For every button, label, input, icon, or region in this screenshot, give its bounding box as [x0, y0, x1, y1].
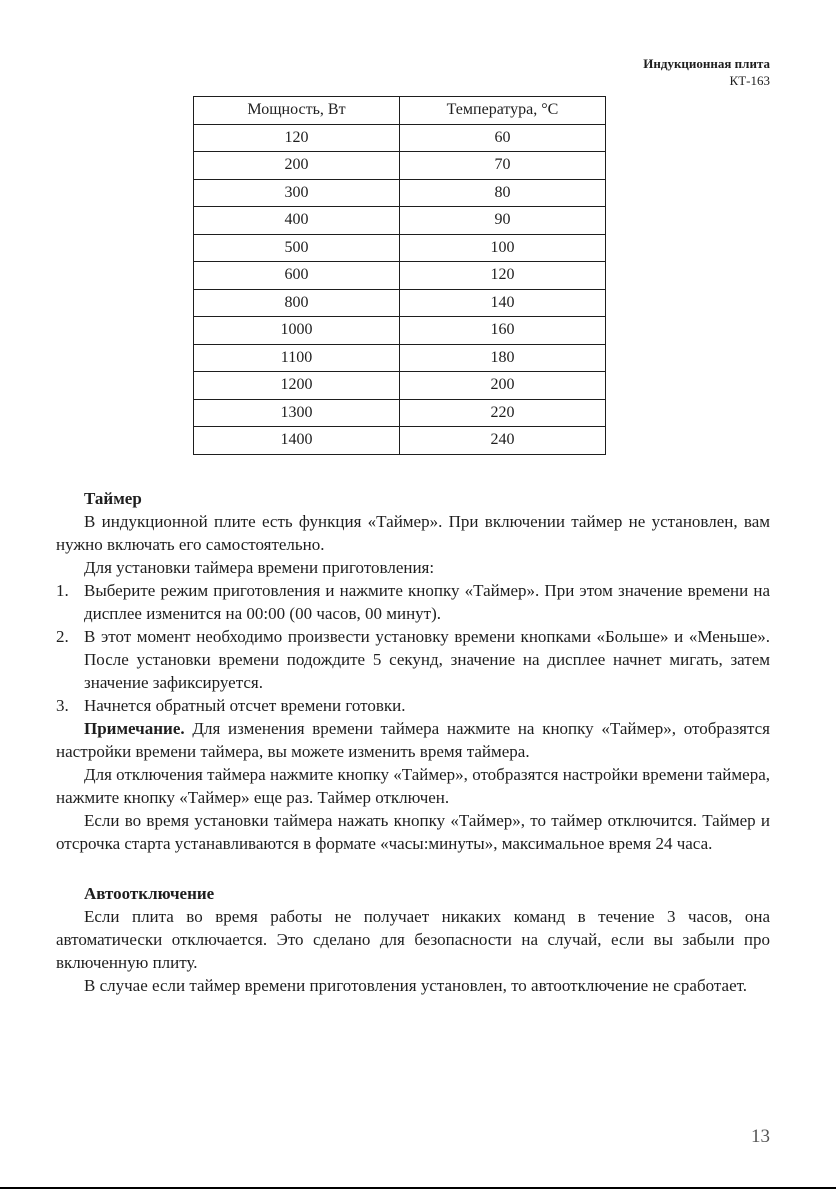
power-cell: 600 [194, 262, 400, 290]
list-item [56, 694, 770, 717]
table-header-row [194, 97, 606, 125]
power-cell: 400 [194, 207, 400, 235]
table-row [194, 399, 606, 427]
timer-paragraph: Если во время установки таймера нажать кнопку «Таймер», то таймер отключится. Таймер и отсрочка старта устанавливаются в формате «часы:минуты», максимальное время 24 часа. [56, 811, 770, 853]
power-cell: 1000 [194, 317, 400, 345]
power-cell: 1200 [194, 372, 400, 400]
autooff-paragraph: Если плита во время работы не получает никаких команд в течение 3 часов, она автоматически отключается. Это сделано для безопасности на случай, если вы забыли про включенную плиту. [56, 907, 770, 972]
temperature-cell: 100 [400, 234, 606, 262]
temperature-cell: 80 [400, 179, 606, 207]
power-cell: 800 [194, 289, 400, 317]
timer-steps-list [56, 579, 770, 717]
step-text: Выберите режим приготовления и нажмите кнопку «Таймер». При этом значение времени на дисплее изменится на 00:00 (00 часов, 00 минут). [84, 581, 770, 623]
timer-paragraph: Для отключения таймера нажмите кнопку «Таймер», отобразятся настройки времени таймера, нажмите кнопку «Таймер» еще раз. Таймер отключен. [56, 765, 770, 807]
table-row [194, 262, 606, 290]
header-model: КТ-163 [729, 73, 770, 88]
step-number: 3. [56, 696, 69, 715]
step-text: Начнется обратный отсчет времени готовки. [84, 696, 406, 715]
temperature-cell: 120 [400, 262, 606, 290]
table-row [194, 317, 606, 345]
step-number: 1. [56, 581, 69, 600]
table-row [194, 234, 606, 262]
temperature-cell: 140 [400, 289, 606, 317]
table-row [194, 179, 606, 207]
timer-note [56, 717, 770, 763]
column-header-temperature: Температура, °С [400, 97, 606, 125]
temperature-cell: 70 [400, 152, 606, 180]
temperature-cell: 220 [400, 399, 606, 427]
autooff-section [56, 882, 770, 997]
autooff-paragraph: В случае если таймер времени приготовления установлен, то автоотключение не сработает. [84, 976, 748, 995]
power-cell: 500 [194, 234, 400, 262]
page-number: 13 [751, 1126, 770, 1147]
power-cell: 1100 [194, 344, 400, 372]
timer-paragraph: В индукционной плите есть функция «Таймер». При включении таймер не установлен, вам нужно включать его самостоятельно. [56, 512, 770, 554]
temperature-cell: 240 [400, 427, 606, 455]
power-temperature-table [193, 96, 606, 455]
autooff-heading: Автоотключение [84, 884, 215, 903]
table-body [194, 124, 606, 454]
power-cell: 200 [194, 152, 400, 180]
power-cell: 1400 [194, 427, 400, 455]
temperature-cell: 200 [400, 372, 606, 400]
power-cell: 300 [194, 179, 400, 207]
header-product: Индукционная плита [643, 56, 770, 71]
temperature-cell: 60 [400, 124, 606, 152]
list-item [56, 579, 770, 625]
page-header [643, 55, 770, 89]
power-cell: 120 [194, 124, 400, 152]
step-number: 2. [56, 627, 69, 646]
note-text: Для изменения времени таймера нажмите на кнопку «Таймер», отобразятся настройки времени таймера, вы можете изменить время таймера. [56, 719, 770, 761]
step-text: В этот момент необходимо произвести установку времени кнопками «Больше» и «Меньше». После установки времени подождите 5 секунд, значение на дисплее начнет мигать, затем значение зафиксируется. [84, 627, 770, 692]
temperature-cell: 90 [400, 207, 606, 235]
table-row [194, 344, 606, 372]
table-row [194, 152, 606, 180]
list-item [56, 625, 770, 694]
note-label: Примечание. [84, 719, 185, 738]
table-row [194, 427, 606, 455]
temperature-cell: 180 [400, 344, 606, 372]
power-cell: 1300 [194, 399, 400, 427]
column-header-power: Мощность, Вт [194, 97, 400, 125]
temperature-cell: 160 [400, 317, 606, 345]
timer-section [56, 487, 770, 855]
timer-paragraph: Для установки таймера времени приготовления: [84, 558, 435, 577]
table-row [194, 372, 606, 400]
table-row [194, 289, 606, 317]
table-row [194, 124, 606, 152]
table-row [194, 207, 606, 235]
timer-heading: Таймер [84, 489, 142, 508]
